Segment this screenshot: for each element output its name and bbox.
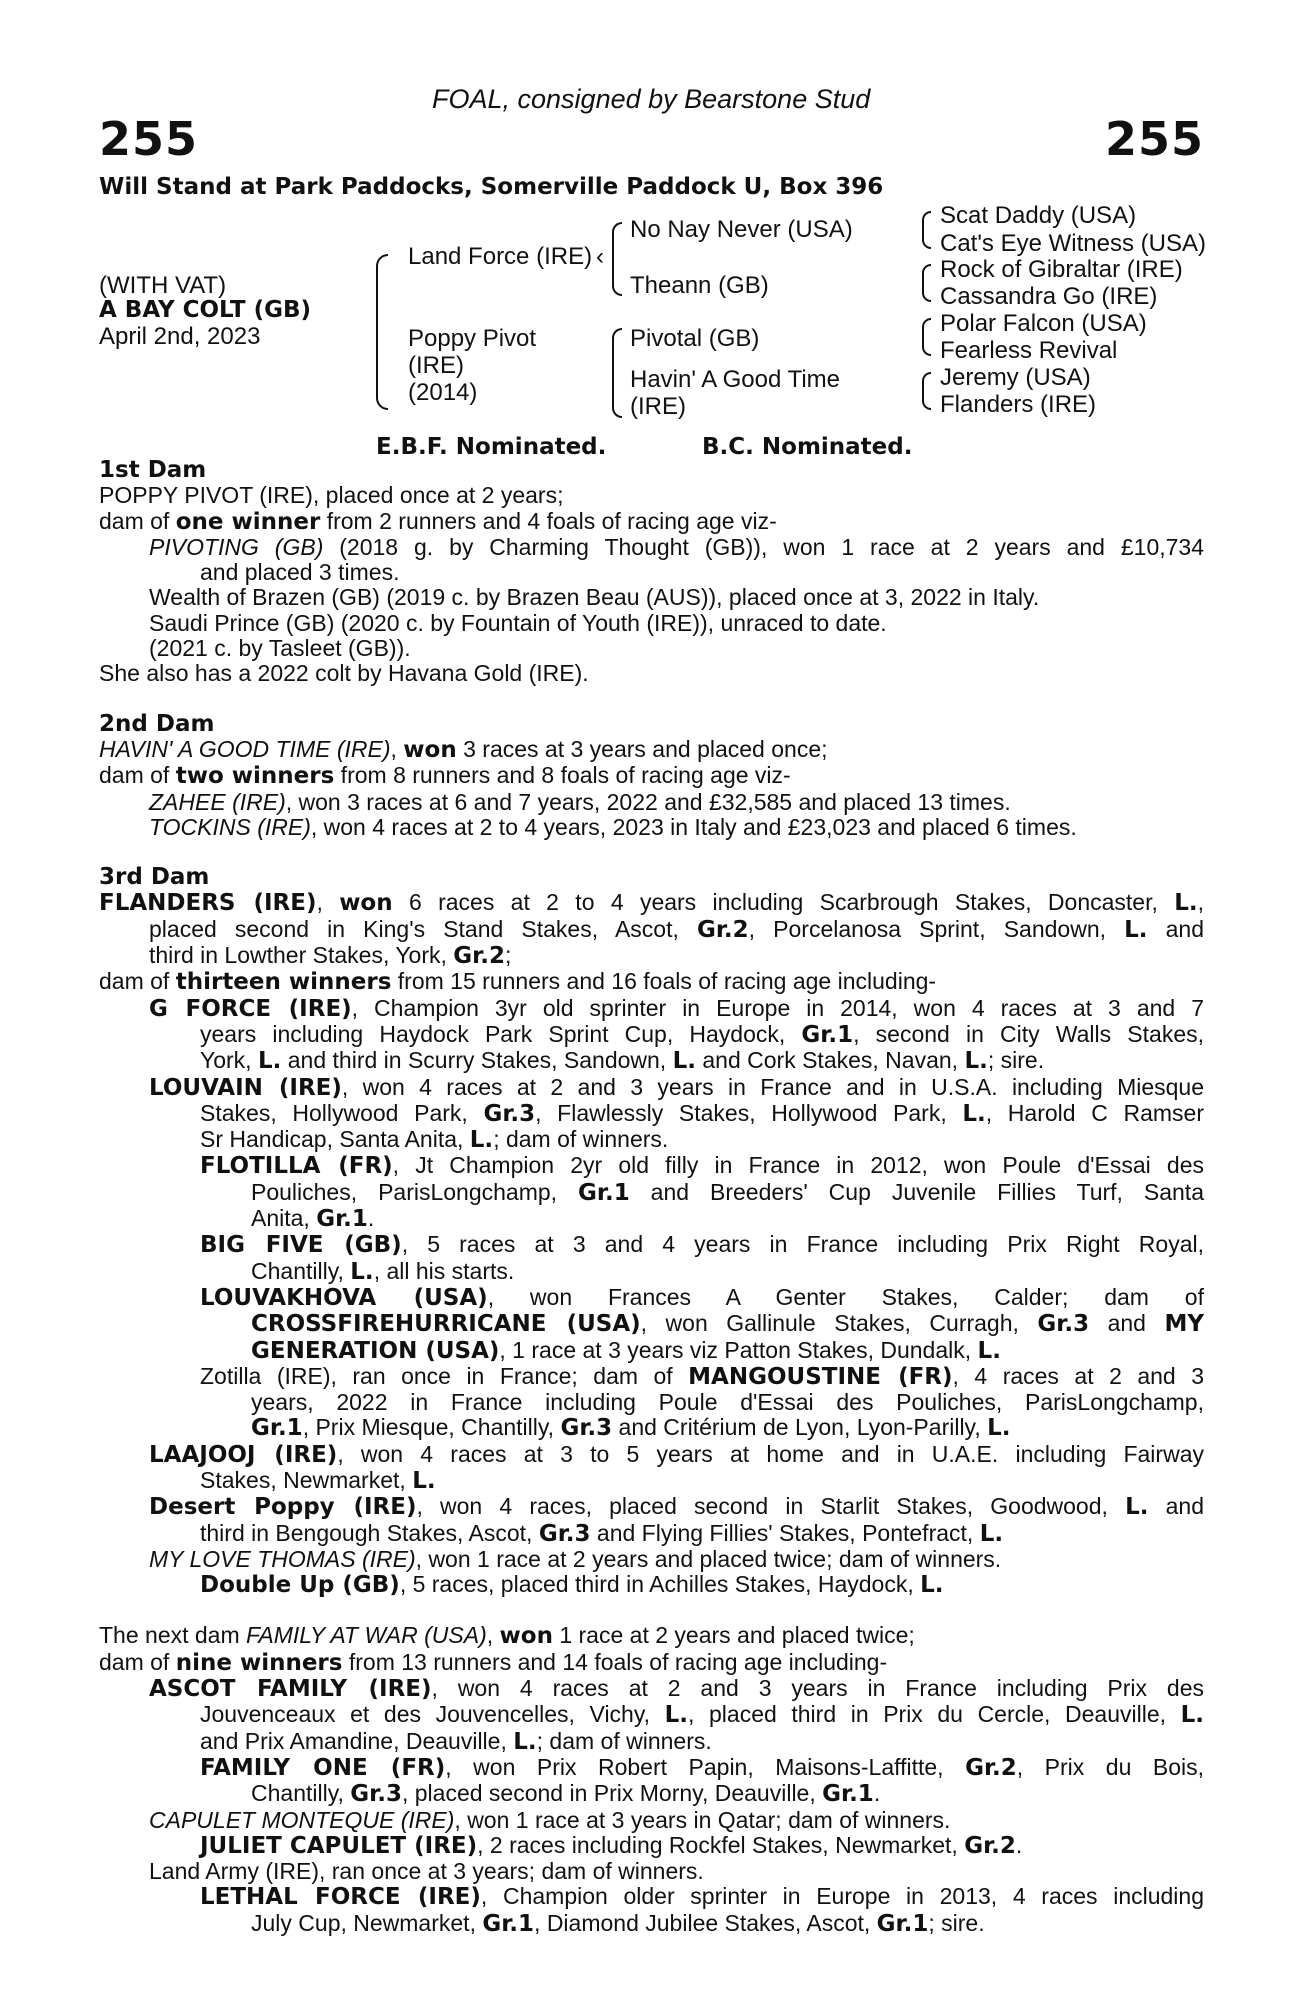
sire: Land Force (IRE) <box>408 243 593 270</box>
lot-number-left: 255 <box>99 112 199 166</box>
third-dam-summary: FLANDERS (IRE), won 6 races at 2 to 4 years including Scarbrough Stakes, Doncaster, L., <box>99 889 1205 917</box>
sire-dam: Theann (GB) <box>630 272 769 299</box>
produce-entry: JULIET CAPULET (IRE), 2 races including Rockfel Stakes, Newmarket, Gr.2. <box>200 1831 1023 1859</box>
third-dam-produce-summary: dam of thirteen winners from 15 runners and 16 foals of racing age including- <box>99 968 937 996</box>
next-dam-produce-summary: dam of nine winners from 13 runners and 14 foals of racing age including- <box>99 1648 888 1676</box>
dam-sire-sire: Polar Falcon (USA) <box>940 310 1147 337</box>
bc-nomination: B.C. Nominated. <box>702 434 913 460</box>
ebf-nomination: E.B.F. Nominated. <box>376 434 607 460</box>
dam-sire-dam: Fearless Revival <box>940 337 1118 364</box>
produce-entry: ZAHEE (IRE), won 3 races at 6 and 7 years, 2022 and £32,585 and placed 13 times. <box>149 788 1011 815</box>
sire-sire: No Nay Never (USA) <box>630 216 853 243</box>
first-dam-heading: 1st Dam <box>99 457 207 483</box>
first-dam-produce-summary: dam of one winner from 2 runners and 4 foals of racing age viz- <box>99 507 777 535</box>
horse-name: A BAY COLT (GB) <box>99 297 312 323</box>
third-dam-heading: 3rd Dam <box>99 864 210 891</box>
pedigree-brace <box>376 254 388 410</box>
consignor-line: FOAL, consigned by Bearstone Stud <box>432 84 871 114</box>
produce-entry-cont: and placed 3 times. <box>200 559 400 586</box>
catalogue-text: 1st Dam POPPY PIVOT (IRE), placed once at 2 years; dam of one winner from 2 runners and 4 foals of racing age viz- PIVOTING (GB) (2018 g. by Charming Thought (GB)), won 1 race at 2 years and £10,734 and placed 3 times. Wealth of Brazen (GB) (2019 c. by Brazen Beau (AUS)), placed once at 3, 2022 in Italy. Saudi Prince (GB) (2020 c. by Fountain of Youth (IRE)), unraced to date. (2021 c. by Tasleet (GB)). She also has a 2022 colt by Havana Gold (IRE). 2nd Dam HAVIN' A GOOD TIME (IRE), won 3 races at 3 years and placed once; dam of two winners from 8 runners and 8 foals of racing age viz- ZAHEE (IRE), won 3 races at 6 and 7 years, 2022 and £32,585 and placed 13 times. TOCKINS (IRE), won 4 races at 2 to 4 years, 2023 in Italy and £23,023 and placed 6 times. 3rd Dam FLANDERS (IRE), won 6 races at 2 to 4 years including Scarbrough Stakes, Doncaster, L., placed second in King's Stand Stakes, Ascot, Gr.2, Porcelanosa Sprint, Sandown, L. and third in Lowther Stakes, York, Gr.2; dam of thirteen winners from 15 runners and 16 foals of racing age including- G FORCE (IRE), Champion 3yr old sprinter in Europe in 2014, won 4 races at 3 and 7 years including Haydock Park Sprint Cup, Haydock, Gr.1, second in City Walls Stakes, York, L. and third in Scurry Stakes, Sandown, L. and Cork Stakes, Navan, L.; sire. LOUVAIN (IRE), won 4 races at 2 and 3 years in France and in U.S.A. including Miesque Stakes, Hollywood Park, Gr.3, Flawlessly Stakes, Hollywood Park, L., Harold C Ramser Sr Handicap, Santa Anita, L.; dam of winners. FLOTILLA (FR), Jt Champion 2yr old filly in France in 2012, won Poule d'Essai des Pouliches, ParisLongchamp, Gr.1 and Breeders' Cup Juvenile Fillies Turf, Santa Anita, Gr.1. BIG FIVE (GB), 5 races at 3 and 4 years in France including Prix Right Royal, Chantilly, L., all his starts. LOUVAKHOVA (USA), won Frances A Genter Stakes, Calder; dam of CROSSFIREHURRICANE (USA), won Gallinule Stakes, Curragh, Gr.3 and MY GENERATION (USA), 1 race at 3 years viz Patton Stakes, Dundalk, L. Zotilla (IRE), ran once in France; dam of MANGOUSTINE (FR), 4 races at 2 and 3 years, 2022 in France including Poule d'Essai des Pouliches, ParisLongchamp, Gr.1, Prix Miesque, Chantilly, Gr.3 and Critérium de Lyon, Lyon-Parilly, L. LAAJOOJ (IRE), won 4 races at 3 to 5 years at home and in U.A.E. including Fairway Stakes, Newmarket, L. Desert Poppy (IRE), won 4 races, placed second in Starlit Stakes, Goodwood, L. and third in Bengough Stakes, Ascot, Gr.3 and Flying Fillies' Stakes, Pontefract, L. MY LOVE THOMAS (IRE), won 1 race at 2 years and placed twice; dam of winners. Double Up (GB), 5 races, placed third in Achilles Stakes, Haydock, L. The next dam FAMILY AT WAR (USA), won 1 race at 2 years and placed twice; dam of nine winners from 13 runners and 14 foals of racing age including- ASCOT FAMILY (IRE), won 4 races at 2 and 3 years in France including Prix des Jouvenceaux et des Jouvencelles, Vichy, L., placed third in Prix du Cercle, Deauville, L. and Prix Amandine, Deauville, L.; dam of winners. FAMILY ONE (FR), won Prix Robert Papin, Maisons-Laffitte, Gr.2, Prix du Bois, Chantilly, Gr.3, placed second in Prix Morny, Deauville, Gr.1. CAPULET MONTEQUE (IRE), won 1 race at 3 years in Qatar; dam of winners. JULIET CAPULET (IRE), 2 races including Rockfel Stakes, Newmarket, Gr.2. Land Army (IRE), ran once at 3 years; dam of winners. LETHAL FORCE (IRE), Champion older sprinter in Europe in 2013, 4 races including July Cup, Newmarket, Gr.1, Diamond Jubilee Stakes, Ascot, Gr.1; sire. <box>99 457 1205 1937</box>
produce-entry: MY LOVE THOMAS (IRE), won 1 race at 2 years and placed twice; dam of winners. <box>149 1545 1002 1572</box>
produce-entry: PIVOTING (GB) (2018 g. by Charming Thought (GB)), won 1 race at 2 years and £10,734 <box>149 533 1205 560</box>
foaling-date: April 2nd, 2023 <box>99 323 261 350</box>
sire-dam-dam: Cassandra Go (IRE) <box>940 283 1158 310</box>
produce-entry: Desert Poppy (IRE), won 4 races, placed second in Starlit Stakes, Goodwood, L. and <box>149 1493 1205 1521</box>
dam-sire: Pivotal (GB) <box>630 325 760 352</box>
second-dam-produce-summary: dam of two winners from 8 runners and 8 foals of racing age viz- <box>99 762 791 790</box>
sire-brace <box>612 222 622 296</box>
vat-note: (WITH VAT) <box>99 272 227 299</box>
produce-entry: LOUVAKHOVA (USA), won Frances A Genter Stakes, Calder; dam of <box>200 1283 1204 1311</box>
produce-entry: ASCOT FAMILY (IRE), won 4 races at 2 and 3 years in France including Prix des <box>149 1675 1204 1703</box>
dam-brace <box>612 328 622 418</box>
produce-entry: LOUVAIN (IRE), won 4 races at 2 and 3 years in France and in U.S.A. including Miesque <box>149 1073 1205 1101</box>
produce-entry: Land Army (IRE), ran once at 3 years; dam of winners. <box>149 1858 704 1885</box>
lot-number-right: 255 <box>1104 112 1204 166</box>
produce-note: She also has a 2022 colt by Havana Gold (IRE). <box>99 660 589 687</box>
sire-dam-sire: Rock of Gibraltar (IRE) <box>940 256 1183 283</box>
dam-dam-line-1: Havin' A Good Time <box>630 366 841 393</box>
produce-entry: G FORCE (IRE), Champion 3yr old sprinter in Europe in 2014, won 4 races at 3 and 7 <box>149 994 1204 1022</box>
produce-entry: BIG FIVE (GB), 5 races at 3 and 4 years in France including Prix Right Royal, <box>200 1231 1204 1259</box>
produce-entry: CAPULET MONTEQUE (IRE), won 1 race at 3 years in Qatar; dam of winners. <box>149 1806 951 1833</box>
second-dam-summary: HAVIN' A GOOD TIME (IRE), won 3 races at 3 years and placed once; <box>99 735 828 763</box>
produce-entry: (2021 c. by Tasleet (GB)). <box>149 635 411 662</box>
dam-line-3: (2014) <box>408 379 478 406</box>
sire-sire-sire: Scat Daddy (USA) <box>940 202 1137 229</box>
stabling-info: Will Stand at Park Paddocks, Somerville Paddock U, Box 396 <box>99 174 884 200</box>
produce-entry: Double Up (GB), 5 races, placed third in Achilles Stakes, Haydock, L. <box>200 1571 944 1599</box>
produce-entry: Zotilla (IRE), ran once in France; dam of MANGOUSTINE (FR), 4 races at 2 and 3 <box>200 1362 1205 1390</box>
second-dam-heading: 2nd Dam <box>99 710 215 737</box>
next-dam-summary: The next dam FAMILY AT WAR (USA), won 1 race at 2 years and placed twice; <box>99 1622 915 1650</box>
produce-entry: TOCKINS (IRE), won 4 races at 2 to 4 years, 2023 in Italy and £23,023 and placed 6 times. <box>149 813 1077 840</box>
dam-dam-line-2: (IRE) <box>630 393 686 420</box>
produce-entry: LAAJOOJ (IRE), won 4 races at 3 to 5 years at home and in U.A.E. including Fairway <box>149 1440 1204 1468</box>
produce-entry: FLOTILLA (FR), Jt Champion 2yr old filly in France in 2012, won Poule d'Essai des <box>200 1152 1204 1180</box>
dam-line-1: Poppy Pivot <box>408 325 537 352</box>
produce-entry: LETHAL FORCE (IRE), Champion older sprinter in Europe in 2013, 4 races including <box>200 1883 1205 1911</box>
produce-entry: FAMILY ONE (FR), won Prix Robert Papin, Maisons-Laffitte, Gr.2, Prix du Bois, <box>200 1753 1205 1781</box>
first-dam-summary: POPPY PIVOT (IRE), placed once at 2 years; <box>99 482 564 509</box>
dam-dam-dam: Flanders (IRE) <box>940 391 1097 418</box>
produce-entry: Wealth of Brazen (GB) (2019 c. by Brazen Beau (AUS)), placed once at 3, 2022 in Italy. <box>149 584 1040 611</box>
dam-dam-sire: Jeremy (USA) <box>940 364 1091 391</box>
produce-entry: Saudi Prince (GB) (2020 c. by Fountain of Youth (IRE)), unraced to date. <box>149 609 887 636</box>
dam-line-2: (IRE) <box>408 352 464 379</box>
sire-sire-dam: Cat's Eye Witness (USA) <box>940 230 1206 257</box>
